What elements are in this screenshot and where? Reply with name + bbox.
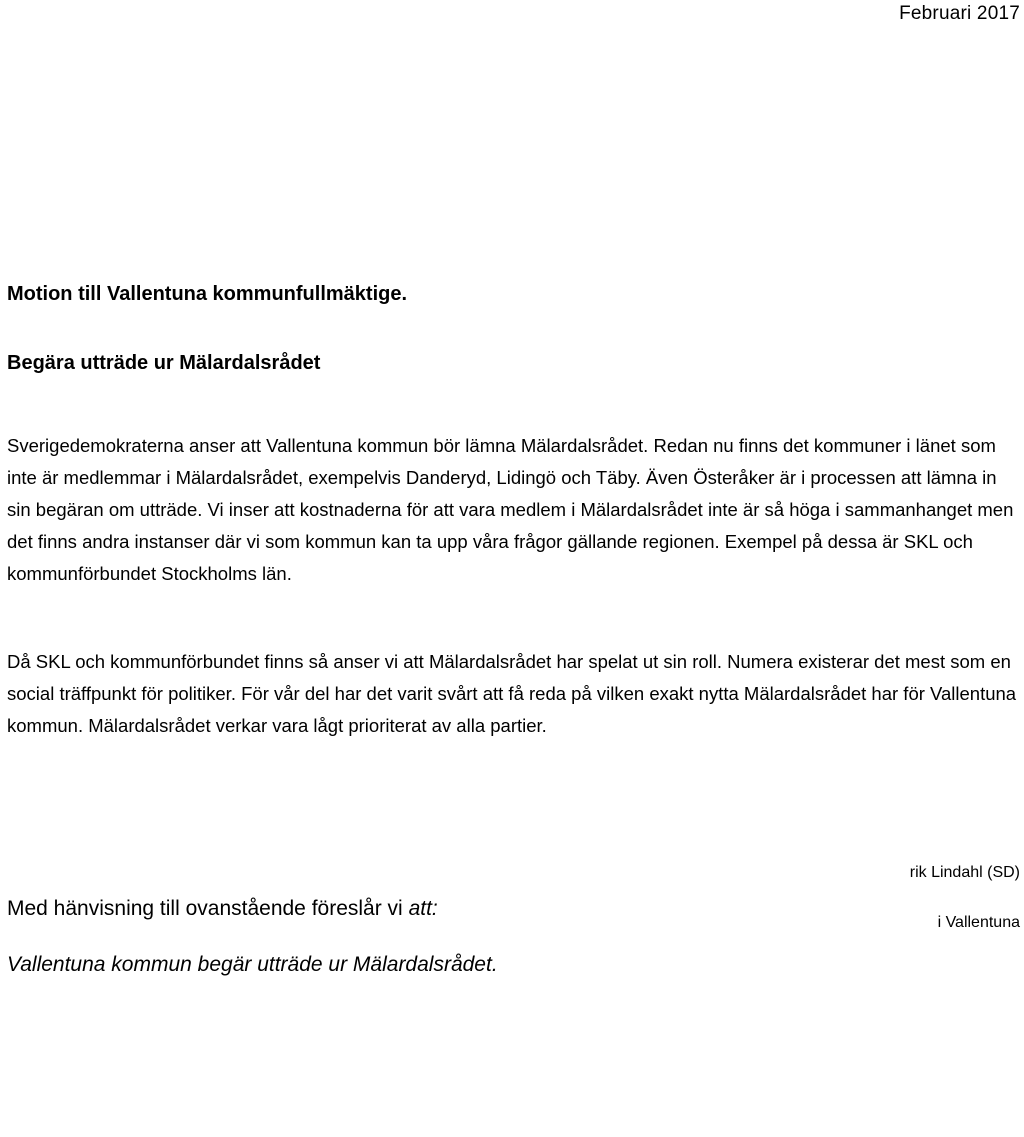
proposal-intro [7, 897, 438, 921]
document-date: Februari 2017 [899, 3, 1020, 24]
signature-place: i Vallentuna [937, 914, 1020, 931]
paragraph-1: Sverigedemokraterna anser att Vallentuna kommun bör lämna Mälardalsrådet. Redan nu finns det kommuner i länet som inte är medlemmar i Mälardalsrådet, exempelvis Danderyd, Lidingö och Täby. Även Österåker är i processen att lämna in sin begäran om utträde. Vi inser att kostnaderna för att vara medlem i Mälardalsrådet inte är så höga i sammanhanget men det finns andra instanser där vi som kommun kan ta upp våra frågor gällande regionen. Exempel på dessa är SKL och kommunförbundet Stockholms län. [7, 435, 1014, 584]
proposal-intro-text: Med hänvisning till ovanstående föreslår vi [7, 897, 403, 920]
document-subtitle: Begära utträde ur Mälardalsrådet [7, 352, 321, 374]
proposal-keyword: att: [408, 897, 438, 920]
signature-name: rik Lindahl (SD) [909, 864, 1020, 881]
document-title: Motion till Vallentuna kommunfullmäktige. [7, 283, 408, 305]
paragraph-2: Då SKL och kommunförbundet finns så anser vi att Mälardalsrådet har spelat ut sin roll. Numera existerar det mest som en social träffpunkt för politiker. För vår del har det varit svårt att få reda på vilken exakt nytta Mälardalsrådet har för Vallentuna kommun. Mälardalsrådet verkar vara lågt prioriterat av alla partier. [7, 651, 1017, 736]
signature-block [720, 864, 1020, 944]
proposal-statement: Vallentuna kommun begär utträde ur Mälardalsrådet. [7, 953, 498, 976]
